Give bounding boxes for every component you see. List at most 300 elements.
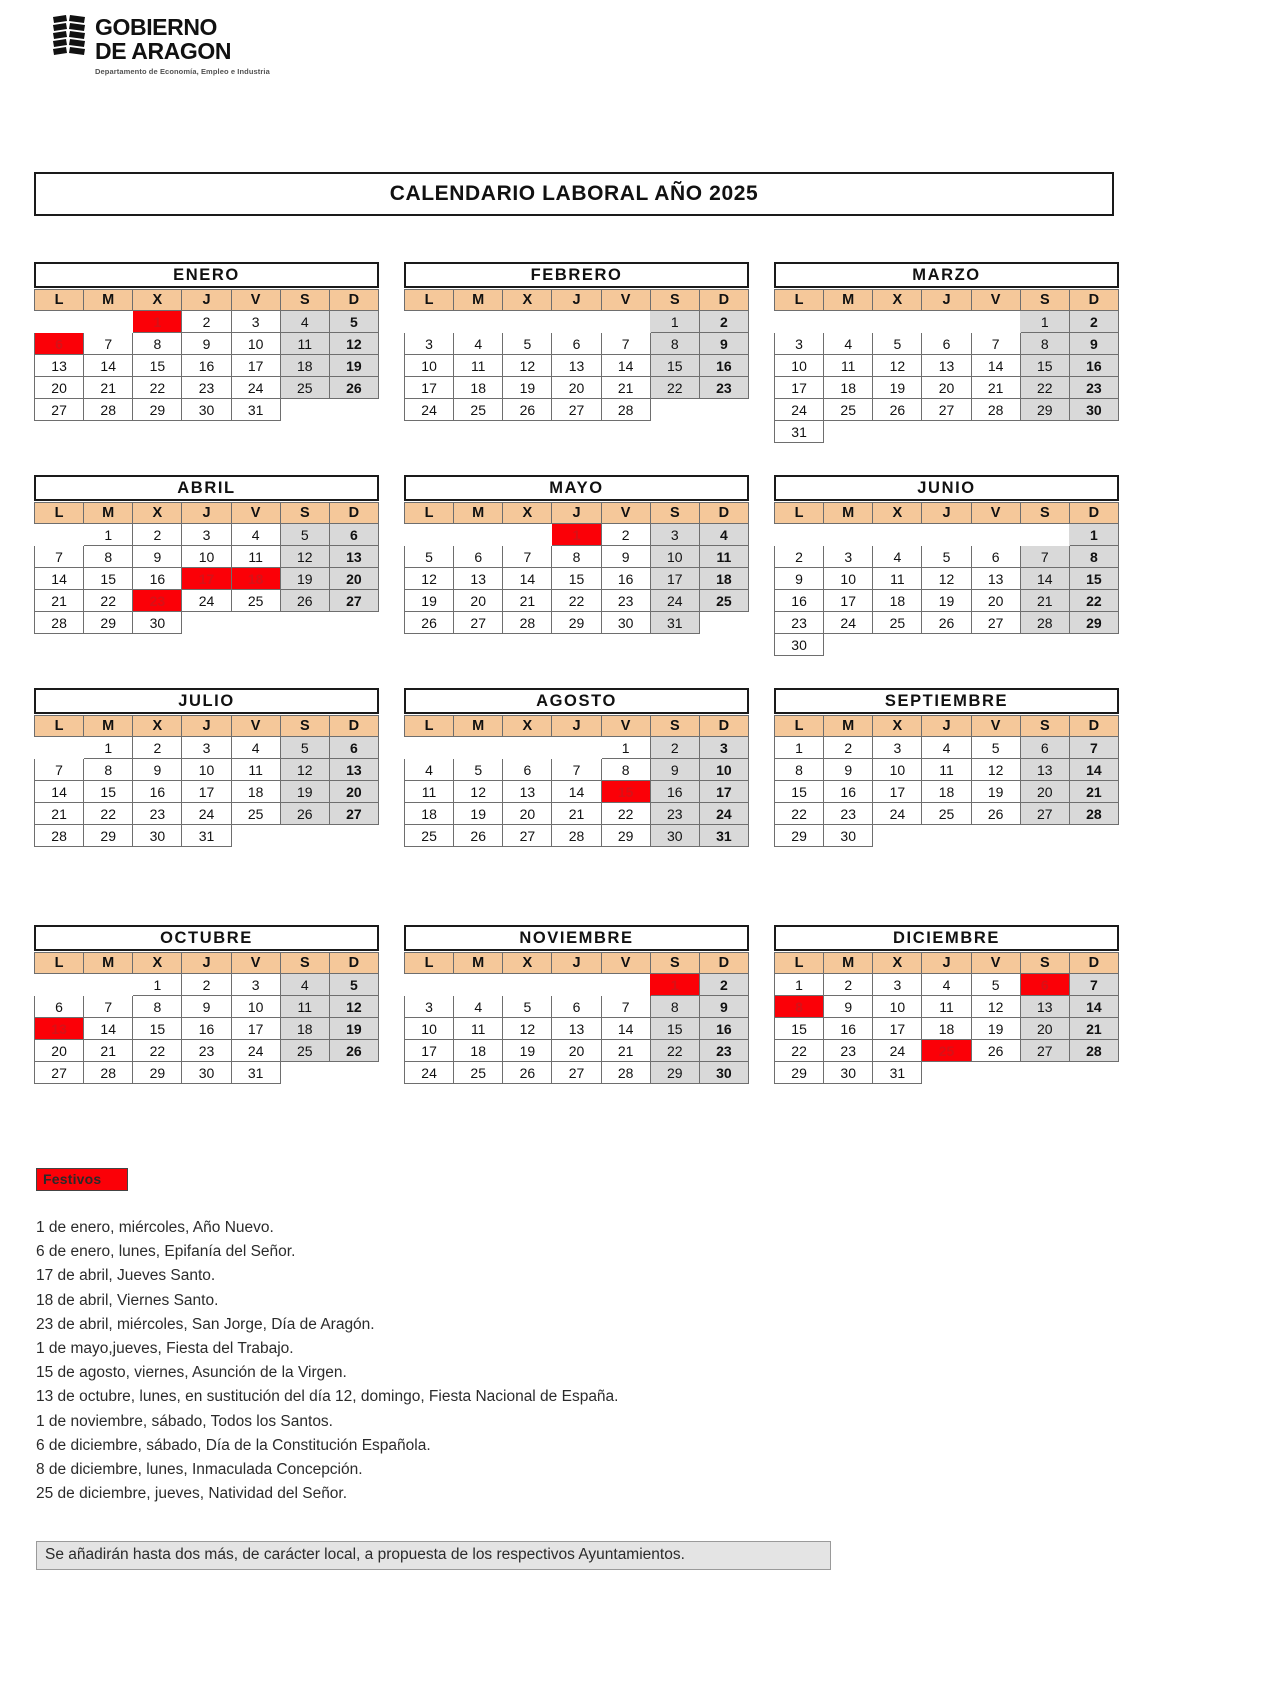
day-cell: 14 <box>84 1018 133 1040</box>
weekday-header-l-0: L <box>35 503 84 524</box>
day-cell: 28 <box>35 825 84 847</box>
day-cell: 28 <box>971 399 1020 421</box>
day-cell: 2 <box>650 737 699 759</box>
day-cell: 15 <box>133 355 182 377</box>
month-enero <box>34 262 379 421</box>
day-cell: 8 <box>84 546 133 568</box>
day-cell: 16 <box>699 355 748 377</box>
day-cell: 22 <box>1069 590 1118 612</box>
day-cell: 2 <box>824 737 873 759</box>
day-cell: 31 <box>699 825 748 847</box>
week-row <box>775 333 1119 355</box>
weekday-header-row <box>775 716 1119 737</box>
month-row <box>34 475 1144 656</box>
day-cell: 25 <box>231 803 280 825</box>
day-cell: 16 <box>824 781 873 803</box>
day-cell: 20 <box>1020 1018 1069 1040</box>
day-cell: 12 <box>329 996 378 1018</box>
day-cell: 22 <box>552 590 601 612</box>
week-row <box>775 1018 1119 1040</box>
holiday-list-item: 6 de diciembre, sábado, Día de la Constitución Española. <box>36 1436 431 1454</box>
day-cell-empty <box>1069 421 1118 443</box>
day-cell: 25 <box>231 590 280 612</box>
day-cell: 12 <box>922 568 971 590</box>
weekday-header-s-5: S <box>280 290 329 311</box>
day-cell: 13 <box>454 568 503 590</box>
day-cell: 15 <box>84 568 133 590</box>
week-row <box>35 759 379 781</box>
day-cell: 18 <box>922 1018 971 1040</box>
day-cell-empty <box>552 974 601 996</box>
day-cell: 12 <box>873 355 922 377</box>
gobierno-de-aragon-logo <box>52 14 270 77</box>
day-cell: 10 <box>873 759 922 781</box>
day-cell: 13 <box>922 355 971 377</box>
day-cell: 22 <box>84 590 133 612</box>
day-cell: 29 <box>601 825 650 847</box>
day-cell: 5 <box>922 546 971 568</box>
weekday-header-s-5: S <box>650 503 699 524</box>
day-cell-empty <box>280 825 329 847</box>
day-cell: 7 <box>84 333 133 355</box>
day-cell-empty <box>824 524 873 546</box>
month-octubre <box>34 925 379 1084</box>
day-cell: 22 <box>133 1040 182 1062</box>
day-cell: 15 <box>84 781 133 803</box>
weekday-header-x-2: X <box>133 290 182 311</box>
week-row <box>405 1062 749 1084</box>
weekday-header-j-3: J <box>552 290 601 311</box>
month-grid <box>404 289 749 421</box>
day-cell-empty <box>971 311 1020 333</box>
month-title: JULIO <box>34 688 379 714</box>
day-cell-empty <box>454 524 503 546</box>
day-cell-empty <box>503 524 552 546</box>
week-row <box>405 1040 749 1062</box>
month-slot <box>404 925 774 1084</box>
day-cell: 14 <box>1069 759 1118 781</box>
day-cell: 5 <box>971 737 1020 759</box>
day-cell-empty <box>971 825 1020 847</box>
weekday-header-x-2: X <box>503 716 552 737</box>
day-cell: 30 <box>182 399 231 421</box>
day-cell: 8 <box>650 333 699 355</box>
weekday-header-d-6: D <box>699 503 748 524</box>
day-cell: 15 <box>601 781 650 803</box>
weekday-header-m-1: M <box>824 503 873 524</box>
day-cell: 7 <box>503 546 552 568</box>
day-cell: 23 <box>824 803 873 825</box>
holiday-list <box>36 1216 936 1506</box>
month-grid <box>774 289 1119 443</box>
week-row <box>35 568 379 590</box>
day-cell: 9 <box>699 996 748 1018</box>
weekday-header-x-2: X <box>133 503 182 524</box>
day-cell: 4 <box>922 737 971 759</box>
month-grid <box>404 715 749 847</box>
day-cell: 7 <box>1069 737 1118 759</box>
week-row <box>35 590 379 612</box>
day-cell: 6 <box>35 996 84 1018</box>
day-cell: 16 <box>1069 355 1118 377</box>
day-cell: 7 <box>601 333 650 355</box>
day-cell: 10 <box>824 568 873 590</box>
weekday-header-m-1: M <box>84 716 133 737</box>
week-row <box>405 546 749 568</box>
day-cell: 3 <box>873 974 922 996</box>
day-cell-empty <box>454 311 503 333</box>
weekday-header-j-3: J <box>182 290 231 311</box>
day-cell: 24 <box>699 803 748 825</box>
day-cell: 23 <box>601 590 650 612</box>
weekday-header-v-4: V <box>601 716 650 737</box>
day-cell: 2 <box>775 546 824 568</box>
logo-line-1: GOBIERNO <box>95 14 218 40</box>
day-cell: 9 <box>775 568 824 590</box>
day-cell: 25 <box>824 399 873 421</box>
day-cell: 7 <box>35 546 84 568</box>
day-cell: 28 <box>1020 612 1069 634</box>
day-cell-empty <box>329 1062 378 1084</box>
weekday-header-x-2: X <box>873 716 922 737</box>
day-cell: 27 <box>971 612 1020 634</box>
month-title: ENERO <box>34 262 379 288</box>
day-cell: 13 <box>552 355 601 377</box>
day-cell-empty <box>971 524 1020 546</box>
week-row <box>35 311 379 333</box>
day-cell: 29 <box>552 612 601 634</box>
day-cell-empty <box>873 421 922 443</box>
weekday-header-d-6: D <box>1069 716 1118 737</box>
week-row <box>775 1040 1119 1062</box>
day-cell: 10 <box>775 355 824 377</box>
day-cell: 6 <box>503 759 552 781</box>
day-cell: 31 <box>650 612 699 634</box>
week-row <box>405 333 749 355</box>
day-cell: 21 <box>503 590 552 612</box>
day-cell: 8 <box>133 996 182 1018</box>
day-cell: 18 <box>699 568 748 590</box>
day-cell: 24 <box>775 399 824 421</box>
day-cell-empty <box>922 634 971 656</box>
day-cell: 30 <box>824 825 873 847</box>
weekday-header-l-0: L <box>35 953 84 974</box>
day-cell: 12 <box>971 996 1020 1018</box>
week-row <box>775 996 1119 1018</box>
day-cell: 14 <box>35 568 84 590</box>
week-row <box>775 421 1119 443</box>
week-row <box>35 612 379 634</box>
day-cell-empty <box>329 825 378 847</box>
weekday-header-d-6: D <box>1069 503 1118 524</box>
logo-line-2: DE ARAGON <box>95 38 232 64</box>
day-cell: 10 <box>873 996 922 1018</box>
day-cell: 2 <box>182 311 231 333</box>
week-row <box>775 311 1119 333</box>
month-title: OCTUBRE <box>34 925 379 951</box>
day-cell: 29 <box>1069 612 1118 634</box>
day-cell: 15 <box>775 1018 824 1040</box>
day-cell: 21 <box>601 1040 650 1062</box>
day-cell: 22 <box>1020 377 1069 399</box>
day-cell-empty <box>405 737 454 759</box>
day-cell: 13 <box>552 1018 601 1040</box>
day-cell: 13 <box>35 1018 84 1040</box>
month-grid <box>34 502 379 634</box>
day-cell-empty <box>873 524 922 546</box>
day-cell: 18 <box>280 1018 329 1040</box>
weekday-header-l-0: L <box>775 290 824 311</box>
day-cell: 16 <box>824 1018 873 1040</box>
day-cell-empty <box>280 1062 329 1084</box>
day-cell: 12 <box>329 333 378 355</box>
month-slot <box>34 688 404 847</box>
day-cell: 11 <box>922 759 971 781</box>
day-cell-empty <box>84 974 133 996</box>
day-cell: 9 <box>182 333 231 355</box>
day-cell: 9 <box>133 546 182 568</box>
weekday-header-v-4: V <box>601 503 650 524</box>
month-grid <box>34 715 379 847</box>
day-cell: 21 <box>1069 1018 1118 1040</box>
day-cell: 15 <box>1069 568 1118 590</box>
month-title: JUNIO <box>774 475 1119 501</box>
day-cell: 20 <box>971 590 1020 612</box>
weekday-header-d-6: D <box>329 716 378 737</box>
day-cell-empty <box>922 825 971 847</box>
day-cell: 23 <box>824 1040 873 1062</box>
day-cell: 1 <box>1020 311 1069 333</box>
month-septiembre <box>774 688 1119 847</box>
day-cell: 25 <box>280 377 329 399</box>
day-cell: 17 <box>650 568 699 590</box>
month-slot <box>774 925 1144 1084</box>
day-cell: 31 <box>775 421 824 443</box>
week-row <box>405 377 749 399</box>
day-cell-empty <box>231 612 280 634</box>
day-cell: 4 <box>280 974 329 996</box>
day-cell: 27 <box>1020 1040 1069 1062</box>
day-cell: 28 <box>552 825 601 847</box>
day-cell: 25 <box>922 1040 971 1062</box>
day-cell: 26 <box>503 1062 552 1084</box>
week-row <box>35 803 379 825</box>
weekday-header-x-2: X <box>133 953 182 974</box>
day-cell: 24 <box>873 803 922 825</box>
day-cell: 26 <box>971 1040 1020 1062</box>
day-cell: 6 <box>922 333 971 355</box>
day-cell: 8 <box>84 759 133 781</box>
day-cell: 11 <box>454 355 503 377</box>
weekday-header-v-4: V <box>971 290 1020 311</box>
day-cell: 28 <box>84 1062 133 1084</box>
day-cell: 12 <box>503 1018 552 1040</box>
week-row <box>405 568 749 590</box>
day-cell: 14 <box>503 568 552 590</box>
month-slot <box>34 475 404 656</box>
week-row <box>775 825 1119 847</box>
day-cell: 12 <box>280 759 329 781</box>
day-cell: 19 <box>922 590 971 612</box>
day-cell: 3 <box>231 311 280 333</box>
day-cell: 25 <box>454 399 503 421</box>
month-slot <box>404 475 774 656</box>
day-cell: 13 <box>971 568 1020 590</box>
day-cell: 16 <box>650 781 699 803</box>
day-cell: 12 <box>454 781 503 803</box>
day-cell: 12 <box>971 759 1020 781</box>
day-cell-empty <box>971 1062 1020 1084</box>
day-cell: 2 <box>1069 311 1118 333</box>
day-cell: 20 <box>35 377 84 399</box>
day-cell: 27 <box>329 590 378 612</box>
day-cell: 21 <box>84 377 133 399</box>
weekday-header-s-5: S <box>280 716 329 737</box>
weekday-header-v-4: V <box>971 953 1020 974</box>
footer-note-text: Se añadirán hasta dos más, de carácter local, a propuesta de los respectivos Ayuntamientos. <box>45 1546 685 1563</box>
month-slot <box>774 262 1144 443</box>
day-cell: 10 <box>405 1018 454 1040</box>
day-cell: 17 <box>873 1018 922 1040</box>
day-cell: 18 <box>231 781 280 803</box>
day-cell: 24 <box>405 1062 454 1084</box>
weekday-header-l-0: L <box>775 716 824 737</box>
day-cell: 9 <box>182 996 231 1018</box>
weekday-header-v-4: V <box>971 716 1020 737</box>
day-cell: 4 <box>231 737 280 759</box>
day-cell: 10 <box>182 546 231 568</box>
day-cell: 13 <box>329 546 378 568</box>
day-cell: 8 <box>601 759 650 781</box>
day-cell: 30 <box>775 634 824 656</box>
month-grid <box>774 502 1119 656</box>
day-cell: 15 <box>650 1018 699 1040</box>
weekday-header-v-4: V <box>231 290 280 311</box>
day-cell: 4 <box>699 524 748 546</box>
weekday-header-m-1: M <box>454 716 503 737</box>
day-cell: 2 <box>824 974 873 996</box>
month-title: FEBRERO <box>404 262 749 288</box>
day-cell: 6 <box>329 737 378 759</box>
holiday-list-item: 6 de enero, lunes, Epifanía del Señor. <box>36 1243 296 1261</box>
day-cell: 23 <box>133 590 182 612</box>
day-cell: 4 <box>922 974 971 996</box>
day-cell: 15 <box>775 781 824 803</box>
day-cell: 25 <box>405 825 454 847</box>
day-cell: 2 <box>699 311 748 333</box>
day-cell-empty <box>503 311 552 333</box>
day-cell-empty <box>35 524 84 546</box>
month-row <box>34 925 1144 1084</box>
weekday-header-m-1: M <box>824 953 873 974</box>
day-cell: 28 <box>84 399 133 421</box>
day-cell: 15 <box>1020 355 1069 377</box>
day-cell: 18 <box>922 781 971 803</box>
month-grid <box>34 289 379 421</box>
day-cell-empty <box>405 524 454 546</box>
day-cell: 20 <box>329 781 378 803</box>
weekday-header-s-5: S <box>280 953 329 974</box>
holiday-list-item: 25 de diciembre, jueves, Natividad del Señor. <box>36 1485 348 1503</box>
week-row <box>775 737 1119 759</box>
day-cell: 13 <box>503 781 552 803</box>
day-cell: 3 <box>699 737 748 759</box>
weekday-header-s-5: S <box>650 953 699 974</box>
week-row <box>405 996 749 1018</box>
weekday-header-row <box>405 503 749 524</box>
day-cell: 25 <box>922 803 971 825</box>
day-cell: 26 <box>329 377 378 399</box>
month-slot <box>774 688 1144 847</box>
weekday-header-row <box>775 953 1119 974</box>
day-cell: 20 <box>454 590 503 612</box>
week-row <box>775 524 1119 546</box>
weekday-header-d-6: D <box>329 290 378 311</box>
day-cell: 2 <box>133 737 182 759</box>
weekday-header-x-2: X <box>873 953 922 974</box>
weekday-header-m-1: M <box>84 953 133 974</box>
day-cell: 18 <box>873 590 922 612</box>
day-cell: 20 <box>552 1040 601 1062</box>
weekday-header-row <box>35 716 379 737</box>
day-cell: 17 <box>182 568 231 590</box>
month-grid <box>404 952 749 1084</box>
day-cell-empty <box>601 311 650 333</box>
day-cell: 29 <box>133 1062 182 1084</box>
day-cell: 23 <box>650 803 699 825</box>
day-cell: 19 <box>329 1018 378 1040</box>
day-cell-empty <box>775 311 824 333</box>
weekday-header-l-0: L <box>405 953 454 974</box>
week-row <box>35 1062 379 1084</box>
weekday-header-l-0: L <box>405 716 454 737</box>
month-row <box>34 688 1144 847</box>
day-cell: 23 <box>1069 377 1118 399</box>
day-cell-empty <box>601 974 650 996</box>
month-marzo <box>774 262 1119 443</box>
weekday-header-d-6: D <box>1069 290 1118 311</box>
weekday-header-d-6: D <box>699 290 748 311</box>
day-cell: 30 <box>601 612 650 634</box>
day-cell: 24 <box>231 377 280 399</box>
day-cell-empty <box>699 612 748 634</box>
day-cell: 2 <box>133 524 182 546</box>
weekday-header-v-4: V <box>971 503 1020 524</box>
day-cell: 29 <box>1020 399 1069 421</box>
day-cell: 4 <box>454 996 503 1018</box>
day-cell: 24 <box>824 612 873 634</box>
day-cell: 5 <box>329 974 378 996</box>
day-cell: 15 <box>552 568 601 590</box>
day-cell: 1 <box>650 974 699 996</box>
day-cell: 15 <box>650 355 699 377</box>
day-cell: 29 <box>775 825 824 847</box>
day-cell: 1 <box>775 737 824 759</box>
day-cell: 21 <box>1020 590 1069 612</box>
day-cell: 28 <box>601 1062 650 1084</box>
day-cell: 11 <box>699 546 748 568</box>
day-cell: 27 <box>552 399 601 421</box>
day-cell: 4 <box>873 546 922 568</box>
day-cell: 8 <box>650 996 699 1018</box>
day-cell: 5 <box>405 546 454 568</box>
month-grid <box>404 502 749 634</box>
day-cell-empty <box>552 737 601 759</box>
day-cell: 28 <box>601 399 650 421</box>
holiday-list-item: 8 de diciembre, lunes, Inmaculada Concepción. <box>36 1461 363 1479</box>
day-cell-empty <box>1069 634 1118 656</box>
day-cell: 18 <box>231 568 280 590</box>
